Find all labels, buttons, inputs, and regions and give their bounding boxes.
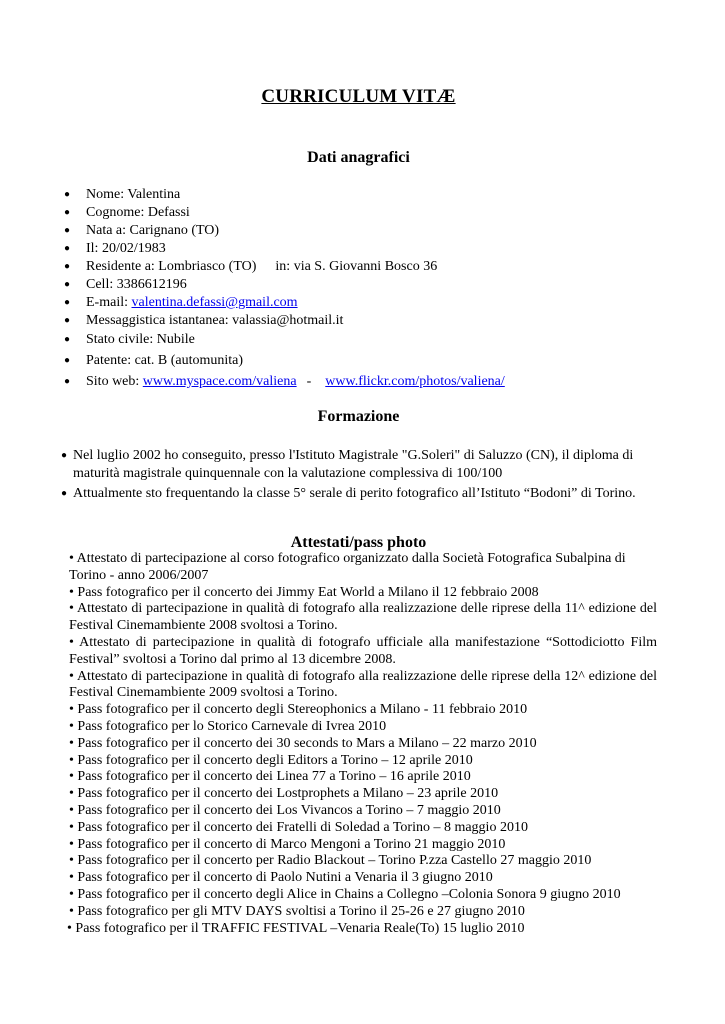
list-item-cell (64, 276, 664, 294)
bullet-icon: ● (64, 297, 71, 308)
cell-text: Cell: 3386612196 (86, 277, 187, 292)
list-item-attestato: • Pass fotografico per il concerto degli Editors a Torino – 12 aprile 2010 (69, 752, 473, 768)
dati-anagrafici-list (64, 186, 664, 391)
attestati-list (69, 551, 657, 937)
list-item-stato-civile (64, 331, 664, 349)
list-item-attestato: • Pass fotografico per il concerto degli Alice in Chains a Collegno –Colonia Sonora 9 giugno 2010 (69, 886, 621, 902)
bullet-icon: ● (64, 225, 71, 236)
list-item-attestato: • Pass fotografico per lo Storico Carnevale di Ivrea 2010 (69, 718, 387, 734)
list-item-sito-web (64, 373, 664, 391)
bullet-icon: ● (64, 189, 71, 200)
flickr-link[interactable]: www.flickr.com/photos/valiena/ (325, 374, 505, 389)
list-item-residente (64, 258, 664, 276)
list-item-messaggistica (64, 312, 664, 330)
cognome-text: Cognome: Defassi (86, 205, 190, 220)
page-title: CURRICULUM VITÆ (261, 86, 456, 107)
bullet-icon: ● (64, 315, 71, 326)
sito-separator: - (306, 374, 312, 389)
formazione-text: Nel luglio 2002 ho conseguito, presso l'Istituto Magistrale "G.Soleri" di Saluzzo (CN), il diploma di maturità magistrale quinquennale con la valutazione complessiva di 100/100 (73, 448, 634, 481)
residente-text: Residente a: Lombriasco (TO) (86, 259, 257, 274)
list-item-patente (64, 352, 664, 370)
patente-text: Patente: cat. B (automunita) (86, 353, 244, 368)
indirizzo-text: in: via S. Giovanni Bosco 36 (275, 259, 438, 274)
email-link[interactable]: valentina.defassi@gmail.com (131, 295, 298, 310)
list-item-data-nascita (64, 240, 664, 258)
nome-text: Nome: Valentina (86, 187, 181, 202)
bullet-icon: ● (61, 450, 68, 461)
messaggistica-text: Messaggistica istantanea: valassia@hotmail.it (86, 313, 344, 328)
list-item-attestato: • Pass fotografico per gli MTV DAYS svoltisi a Torino il 25-26 e 27 giugno 2010 (69, 903, 525, 919)
list-item-cognome (64, 204, 664, 222)
bullet-icon: ● (64, 279, 71, 290)
bullet-icon: ● (64, 355, 71, 366)
bullet-icon: ● (64, 207, 71, 218)
stato-civile-text: Stato civile: Nubile (86, 332, 195, 347)
heading-dati-anagrafici: Dati anagrafici (307, 149, 410, 166)
email-label: E-mail: (86, 295, 132, 310)
sito-web-label: Sito web: (86, 374, 143, 389)
list-item-nata (64, 222, 664, 240)
list-item-attestato: • Pass fotografico per il concerto dei Fratelli di Soledad a Torino – 8 maggio 2010 (69, 819, 528, 835)
list-item-attestato: • Pass fotografico per il concerto dei Lostprophets a Milano – 23 aprile 2010 (69, 786, 499, 802)
list-item-attestato: • Attestato di partecipazione in qualità di fotografo alla realizzazione delle riprese della 11^ edizione del Festival Cinemambiente 2008 svoltosi a Torino. (69, 601, 657, 634)
list-item-attestato: • Attestato di partecipazione al corso fotografico organizzato dalla Società Fotografica Subalpina di Torino - anno 2006/2007 (69, 551, 626, 583)
data-nascita-text: Il: 20/02/1983 (86, 241, 166, 256)
heading-attestati: Attestati/pass photo (290, 534, 427, 551)
nata-text: Nata a: Carignano (TO) (86, 223, 220, 238)
list-item-attestato: • Pass fotografico per il concerto di Paolo Nutini a Venaria il 3 giugno 2010 (69, 870, 493, 886)
list-item-attestato: • Attestato di partecipazione in qualità di fotografo ufficiale alla manifestazione “Sottodiciotto Film Festival” svoltosi a Torino dal primo al 13 dicembre 2008. (69, 634, 657, 667)
formazione-list (61, 447, 661, 505)
list-item-formazione (61, 447, 661, 483)
myspace-link[interactable]: www.myspace.com/valiena (142, 374, 297, 389)
formazione-text: Attualmente sto frequentando la classe 5° serale di perito fotografico all’Istituto “Bodoni” di Torino. (73, 486, 636, 501)
list-item-attestato: • Pass fotografico per il concerto dei Jimmy Eat World a Milano il 12 febbraio 2008 (69, 584, 539, 600)
list-item-formazione (61, 485, 661, 503)
list-item-attestato: • Pass fotografico per il concerto per Radio Blackout – Torino P.zza Castello 27 maggio 2010 (69, 853, 592, 869)
list-item-email (64, 294, 664, 312)
bullet-icon: ● (64, 243, 71, 254)
bullet-icon: ● (64, 334, 71, 345)
list-item-attestato: • Pass fotografico per il concerto dei 30 seconds to Mars a Milano – 22 marzo 2010 (69, 735, 537, 751)
list-item-attestato: • Pass fotografico per il concerto di Marco Mengoni a Torino 21 maggio 2010 (69, 836, 506, 852)
heading-formazione: Formazione (317, 408, 400, 425)
list-item-attestato: • Pass fotografico per il concerto dei Linea 77 a Torino – 16 aprile 2010 (69, 769, 471, 785)
bullet-icon: ● (64, 261, 71, 272)
bullet-icon: ● (64, 376, 71, 387)
list-item-attestato: • Pass fotografico per il TRAFFIC FESTIVAL –Venaria Reale(To) 15 luglio 2010 (67, 920, 525, 936)
list-item-attestato: • Attestato di partecipazione in qualità di fotografo alla realizzazione delle riprese della 12^ edizione del Festival Cinemambiente 2009 svoltosi a Torino. (69, 668, 657, 701)
list-item-attestato: • Pass fotografico per il concerto dei Los Vivancos a Torino – 7 maggio 2010 (69, 802, 501, 818)
list-item-attestato: • Pass fotografico per il concerto degli Stereophonics a Milano - 11 febbraio 2010 (69, 702, 528, 718)
bullet-icon: ● (61, 488, 68, 499)
list-item-nome (64, 186, 664, 204)
